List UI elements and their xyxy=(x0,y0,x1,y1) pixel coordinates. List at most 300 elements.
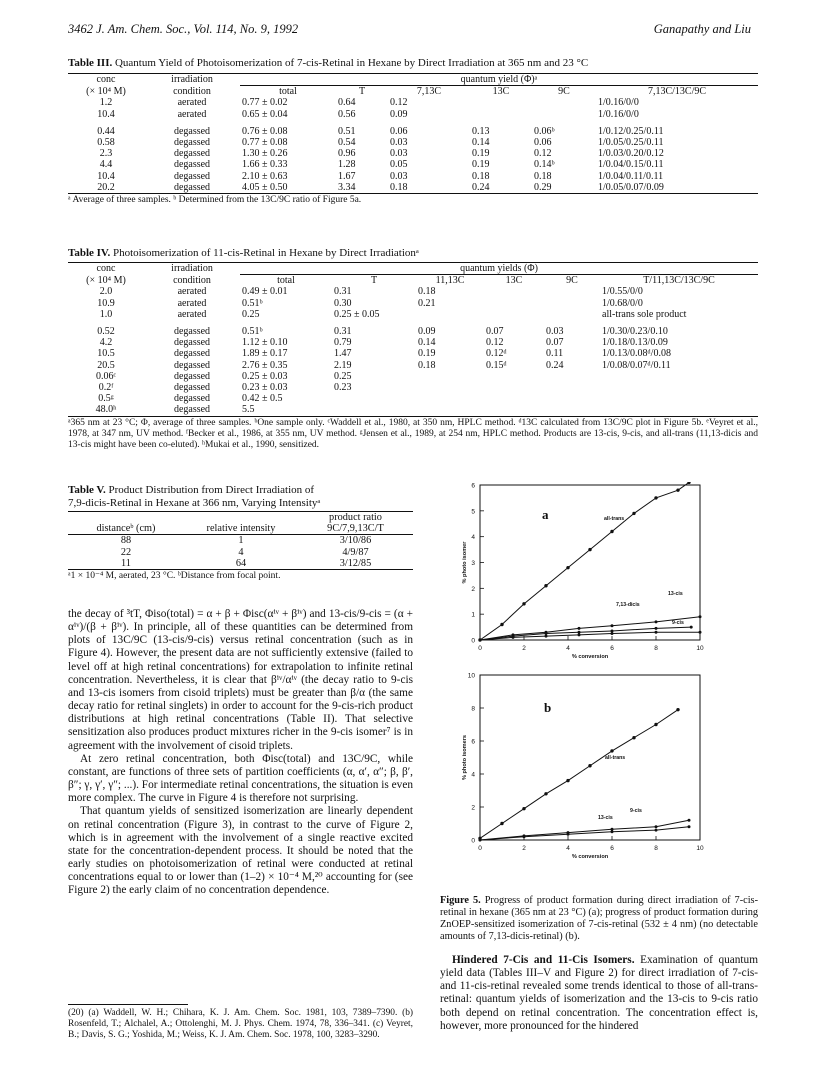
panel-letter: b xyxy=(544,700,552,715)
table3-cell: 0.06 xyxy=(534,137,552,149)
table3-cell: 0.06ᵇ xyxy=(534,125,555,137)
table4-cell: 1/0.13/0.08ᵈ/0.08 xyxy=(602,348,671,360)
x-tick-label: 10 xyxy=(696,845,704,852)
table3-cell: 1/0.12/0.25/0.11 xyxy=(598,125,664,137)
table4-cell: degassed xyxy=(173,370,211,382)
table4-cell: 2.19 xyxy=(334,359,352,371)
table4-cell: 0.42 ± 0.5 xyxy=(242,393,283,405)
table4-cell: 5.5 xyxy=(242,404,255,416)
table3-cell: 0.51 xyxy=(338,125,356,137)
table4-cell: 48.0ʰ xyxy=(95,404,117,416)
y-tick-label: 6 xyxy=(471,482,475,490)
data-point xyxy=(655,825,658,828)
table4-cell: 0.15ᵈ xyxy=(486,359,507,371)
y-tick-label: 1 xyxy=(471,611,475,619)
table4-cell: 10.5 xyxy=(97,348,115,360)
table4-cell: 1.89 ± 0.17 xyxy=(242,348,288,360)
table5-cell: 88 xyxy=(120,535,132,547)
data-point xyxy=(544,792,547,795)
table4-cell xyxy=(544,309,600,320)
y-tick-label: 6 xyxy=(471,738,475,746)
table5-row xyxy=(68,547,413,558)
table5-caption-line2: 7,9-dicis-Retinal in Hexane at 366 nm, Varying Intensityᵃ xyxy=(68,496,321,509)
table3-row xyxy=(68,159,758,170)
table4-cell: degassed xyxy=(173,393,211,405)
plot-frame xyxy=(480,675,700,840)
table4-cell: 0.11 xyxy=(546,348,564,360)
table5-caption-line1: Product Distribution from Direct Irradiation of xyxy=(108,484,315,496)
table4-cell: degassed xyxy=(173,326,211,338)
table3-cell: 0.56 xyxy=(338,108,356,120)
figure5-caption xyxy=(440,895,758,943)
table3-cell: 1.67 xyxy=(338,170,356,182)
table4-cell: 0.25 xyxy=(242,308,260,320)
table3-cell: 1/0.16/0/0 xyxy=(598,108,639,120)
table4-cell xyxy=(544,382,600,393)
y-tick-label: 3 xyxy=(471,560,475,567)
y-tick-label: 2 xyxy=(471,585,475,593)
y-tick-label: 0 xyxy=(471,637,475,645)
table4 xyxy=(68,262,758,451)
table4-head-irr: irradiation xyxy=(171,263,213,274)
y-tick-label: 4 xyxy=(471,534,475,542)
table3-cell: 1.66 ± 0.33 xyxy=(242,159,288,171)
y-tick-label: 8 xyxy=(471,705,475,713)
table4-label: Table IV. xyxy=(68,247,111,259)
table3-cell: 0.06 xyxy=(390,125,408,137)
data-point xyxy=(567,831,570,834)
table5-cell: 64 xyxy=(235,557,247,569)
table4-cell xyxy=(484,404,544,415)
table3-cell: 0.24 xyxy=(472,181,490,193)
table5-cell: 1 xyxy=(238,535,244,547)
table3-row xyxy=(68,148,758,159)
table4-cell xyxy=(544,371,600,382)
table4-cell: 10.9 xyxy=(97,297,115,309)
data-point xyxy=(512,636,515,639)
table4-cell: 0.24 xyxy=(546,359,564,371)
series-line xyxy=(480,482,689,640)
table3-cell: 0.44 xyxy=(97,125,115,137)
table3-col-9c: 9C xyxy=(532,86,596,98)
table3-row xyxy=(68,120,758,137)
table3-cell: degassed xyxy=(173,148,211,160)
table4-cell: 0.12ᵈ xyxy=(486,348,507,360)
table4-cell: 0.14 xyxy=(418,337,436,349)
figure5-panel-a xyxy=(462,482,704,660)
table4-head-qy: quantum yields (Φ) xyxy=(460,263,538,274)
table5-cell: 22 xyxy=(120,546,132,558)
table4-col-9c: 9C xyxy=(544,275,600,287)
figure5-caption-text: Progress of product formation during direct irradiation of 7-cis-retinal in hexane (365 nm at 23 °C) (a); progress of product formation during ZnOEP-sensitized isomerization of 7-cis-retinal (532 ± 4 nm) (no detectable amounts of 7,13-dicis-retinal) (b). xyxy=(440,895,758,942)
x-tick-label: 6 xyxy=(610,645,614,652)
table3-cell: degassed xyxy=(173,181,211,193)
table4-col-ratio: T/11,13C/13C/9C xyxy=(600,275,758,287)
table4-head-cond: condition xyxy=(173,274,211,286)
body-left-column xyxy=(68,608,413,897)
table3-cell: 0.19 xyxy=(472,159,490,171)
table4-cell: 4.2 xyxy=(99,337,113,349)
table3-cell: 0.77 ± 0.08 xyxy=(242,137,288,149)
table4-cell: 20.5 xyxy=(97,359,115,371)
table4-cell: 1/0.68/0/0 xyxy=(602,297,643,309)
data-point xyxy=(578,633,581,636)
table3-col-total: total xyxy=(240,86,336,98)
series-label: 13-cis xyxy=(598,815,613,821)
table3-cell: 0.12 xyxy=(390,97,408,109)
table4-cell: 0.2ᶠ xyxy=(98,382,114,394)
x-axis-label: % conversion xyxy=(571,854,609,860)
data-point xyxy=(611,629,614,632)
section-hindered xyxy=(440,954,758,1033)
running-header-right: Ganapathy and Liu xyxy=(653,22,751,36)
table4-row xyxy=(68,337,758,348)
table5-cell: 4/9/87 xyxy=(342,546,369,558)
table3-cell: 0.54 xyxy=(338,137,356,149)
table4-cell xyxy=(416,382,484,393)
table5-row xyxy=(68,558,413,569)
table4-cell: degassed xyxy=(173,359,211,371)
data-point xyxy=(655,627,658,630)
table4-caption xyxy=(68,247,758,259)
table3-cell: 0.76 ± 0.08 xyxy=(242,125,288,137)
table3-cell: 1/0.04/0.15/0.11 xyxy=(598,159,664,171)
table4-cell: 0.25 ± 0.03 xyxy=(242,370,288,382)
table4-cell: 0.51ᵇ xyxy=(242,297,263,309)
data-point xyxy=(611,624,614,627)
table4-cell xyxy=(484,371,544,382)
data-point xyxy=(500,822,503,825)
body-paragraph: At zero retinal concentration, both Φisc(total) and 13C/9C, while constant, are functions of three sets of partition coefficients (α, α′, α″; β, β′, β″; γ, γ′, γ″; ...). For intermediate retinal concentrations, the situation is even more complex. The curve in Figure 4 is therefore not surprising. xyxy=(68,752,413,805)
data-point xyxy=(522,807,525,810)
table3-row xyxy=(68,171,758,182)
table4-cell: degassed xyxy=(173,348,211,360)
section-heading: Hindered 7-Cis and 11-Cis Isomers. xyxy=(452,954,635,966)
table4-cell xyxy=(484,309,544,320)
table4-cell: 0.25 ± 0.05 xyxy=(334,308,380,320)
table4-cell: 2.76 ± 0.35 xyxy=(242,359,288,371)
data-point xyxy=(611,632,614,635)
table4-cell: aerated xyxy=(177,297,207,309)
table4-cell xyxy=(416,393,484,404)
data-point xyxy=(578,627,581,630)
table3-cell: 1/0.05/0.25/0.11 xyxy=(598,137,664,149)
data-point xyxy=(500,623,503,626)
table4-cell: 0.51ᵇ xyxy=(242,326,263,338)
body-paragraph: That quantum yields of sensitized isomerization are linearly dependent on retinal concentration (Figure 3), in contrast to the curve of Figure 2, which is in agreement with the involvement of a single reactive excited state for the concentration-dependent process. It should be noted that the early studies on photoisomerization of retinal were conducted at retinal concentrations equal to or lower than (1–2) × 10⁻⁴ M,²⁰ accounting for (see Figure 2) the early claim of no concentration dependence. xyxy=(68,805,413,897)
table4-cell: 1/0.18/0.13/0.09 xyxy=(602,337,668,349)
table4-cell xyxy=(416,371,484,382)
x-tick-label: 10 xyxy=(696,645,704,652)
table4-cell xyxy=(484,298,544,309)
table3-cell: 10.4 xyxy=(97,108,115,120)
x-tick-label: 2 xyxy=(522,645,526,652)
data-point xyxy=(655,620,658,623)
table5-label: Table V. xyxy=(68,484,106,496)
table3-cell: 0.14ᵇ xyxy=(534,159,555,171)
y-tick-label: 2 xyxy=(471,804,475,812)
references: (20) (a) Waddell, W. H.; Chihara, K. J. Am. Chem. Soc. 1981, 103, 7389–7390. (b) Rosenfeld, T.; Alchalel, A.; Ottolenghi, M. J. Phys. Chem. 1974, 78, 336–341. (c) Veyret, B.; Davis, S. G.; Yoshida, M.; Weiss, K. J. Am. Chem. Soc. 1978, 100, 3283–3290. xyxy=(68,1008,413,1040)
data-point xyxy=(545,635,548,638)
table3-cell: 1.30 ± 0.26 xyxy=(242,148,288,160)
table4-cell xyxy=(416,309,484,320)
table3-cell: 0.03 xyxy=(390,148,408,160)
table3-cell xyxy=(470,109,532,120)
table3-cell: 0.58 xyxy=(97,137,115,149)
table5-cell: 3/10/86 xyxy=(339,535,372,547)
table3-cell xyxy=(470,97,532,108)
table4-cell: 0.07 xyxy=(546,337,564,349)
table3-caption xyxy=(68,57,758,69)
table3-cell: 4.4 xyxy=(99,159,113,171)
table4-cell: 0.23 ± 0.03 xyxy=(242,382,288,394)
table3-label: Table III. xyxy=(68,57,113,69)
table4-cell xyxy=(600,404,758,415)
table3-cell: 0.03 xyxy=(390,170,408,182)
x-tick-label: 0 xyxy=(478,845,482,852)
table3-cell: 0.13 xyxy=(472,125,490,137)
table3-cell: aerated xyxy=(177,97,207,109)
table4-cell: 0.07 xyxy=(486,326,504,338)
table3-cell: 0.18 xyxy=(534,170,552,182)
table4-cell: 0.79 xyxy=(334,337,352,349)
series-label: all-trans xyxy=(605,755,626,761)
table4-head-conc: conc xyxy=(96,263,116,274)
table4-col-13c: 13C xyxy=(484,275,544,287)
table4-cell xyxy=(544,286,600,297)
table3-cell: 10.4 xyxy=(97,170,115,182)
table3-row xyxy=(68,97,758,108)
table4-cell: 0.5ᵍ xyxy=(98,393,114,405)
data-point xyxy=(611,828,614,831)
table4-col-total: total xyxy=(240,275,332,287)
data-point xyxy=(588,764,591,767)
table4-cell: degassed xyxy=(173,382,211,394)
data-point xyxy=(544,584,547,587)
table4-cell xyxy=(600,382,758,393)
figure5-caption-label: Figure 5. xyxy=(440,895,481,906)
table3-head-conc-unit: (× 10⁴ M) xyxy=(86,85,126,97)
table3-row xyxy=(68,137,758,148)
table3-cell: 0.65 ± 0.04 xyxy=(242,108,288,120)
table3-cell: 0.19 xyxy=(472,148,490,160)
table3-cell: 0.96 xyxy=(338,148,356,160)
table4-cell xyxy=(600,393,758,404)
data-point xyxy=(578,631,581,634)
table4-cell: 0.25 xyxy=(334,370,352,382)
figure5 xyxy=(440,482,758,882)
table3-head-qy: quantum yield (Φ)ᵃ xyxy=(460,74,538,85)
table4-row xyxy=(68,298,758,309)
table4-cell xyxy=(332,404,416,415)
y-tick-label: 4 xyxy=(471,771,475,779)
table4-cell: aerated xyxy=(177,286,207,298)
section-text: Examination of quantum yield data (Tables III–V and Figure 2) for direct irradiation of 7-cis- and 11-cis-retinal revealed some trends identical to those of all-trans-retinal: quantum yields of isomerization and the 13-cis to 9-cis ratio both depend on retinal concentration. The concentration effect is, however, more pronounced for the hindered xyxy=(440,954,758,1032)
series-label: 13-cis xyxy=(668,591,683,597)
table3-cell: 20.2 xyxy=(97,181,115,193)
table4-cell: 1.0 xyxy=(99,308,113,320)
table5-cell: 3/12/85 xyxy=(339,557,372,569)
table3-cell: 0.18 xyxy=(390,181,408,193)
table4-cell: 0.12 xyxy=(486,337,504,349)
table4-cell: 1.12 ± 0.10 xyxy=(242,337,288,349)
running-header-left: 3462 J. Am. Chem. Soc., Vol. 114, No. 9, 1992 xyxy=(68,22,299,36)
data-point xyxy=(610,749,613,752)
series-label: 7,13-dicis xyxy=(616,602,640,608)
y-axis-label: % photo isomer xyxy=(462,541,468,584)
data-point xyxy=(676,488,679,491)
table3-cell: 3.34 xyxy=(338,181,356,193)
table3-row xyxy=(68,109,758,120)
table4-cell xyxy=(484,382,544,393)
table4-cell xyxy=(544,393,600,404)
table3-cell xyxy=(532,97,596,108)
x-axis-label: % conversion xyxy=(571,654,609,660)
table3-cell: 0.09 xyxy=(390,108,408,120)
data-point xyxy=(522,602,525,605)
table4-cell: 0.09 xyxy=(418,326,436,338)
table4-head-conc-unit: (× 10⁴ M) xyxy=(86,274,126,286)
table4-row xyxy=(68,286,758,297)
table4-cell xyxy=(484,393,544,404)
data-point xyxy=(654,496,657,499)
series-label: 9-cis xyxy=(630,808,642,814)
table5-footnote: ᵃ1 × 10⁻⁴ M, aerated, 23 °C. ᵇDistance from focal point. xyxy=(68,571,281,582)
table4-cell: 1/0.08/0.07ᵈ/0.11 xyxy=(602,359,671,371)
table4-cell: aerated xyxy=(177,308,207,320)
table5-head-dist: distanceᵇ (cm) xyxy=(96,523,156,535)
table3-cell: 1.28 xyxy=(338,159,356,171)
table5-head-ratio1: product ratio xyxy=(329,512,382,523)
table5-row xyxy=(68,535,413,547)
series-label: all-trans xyxy=(604,516,625,522)
table4-col-1113c: 11,13C xyxy=(416,275,484,287)
data-point xyxy=(479,839,482,842)
data-point xyxy=(688,825,691,828)
data-point xyxy=(566,779,569,782)
table3-cell: 2.3 xyxy=(99,148,113,160)
table4-cell: 0.18 xyxy=(418,286,436,298)
data-point xyxy=(655,829,658,832)
table4-cell: 0.52 xyxy=(97,326,115,338)
table5-head-ratio2: 9C/7,9,13C/T xyxy=(327,523,384,535)
table3-head-conc: conc xyxy=(96,74,116,85)
table3-cell: degassed xyxy=(173,170,211,182)
table4-footnote: ᵃ365 nm at 23 °C; Φ, average of three samples. ᵇOne sample only. ᶜWaddell et al., 1980, at 350 nm, HPLC method. ᵈ13C calculated from 13C/9C plot in Figure 5b. ᵉVeyret et al., 1978, at 347 nm, UV method. ᶠBecker et al., 1986, at 355 nm, UV method. ᵍJensen et al., 1989, at 254 nm, HPLC method. Products are 13-cis, 9-cis, and all-trans (11,13-dicis and 13-cis might have been co-eluted). ʰMukai et al., 1990, sensitized. xyxy=(68,417,758,450)
panel-letter: a xyxy=(542,507,549,522)
x-tick-label: 0 xyxy=(478,645,482,652)
table4-cell xyxy=(600,371,758,382)
footnote-rule xyxy=(68,1004,188,1005)
x-tick-label: 4 xyxy=(566,645,570,652)
table5-caption xyxy=(68,484,413,509)
table5 xyxy=(68,511,413,582)
table4-col-t: T xyxy=(332,275,416,287)
table4-cell xyxy=(544,298,600,309)
plot-frame xyxy=(480,485,700,640)
data-point xyxy=(610,530,613,533)
table3-footnote: ᵃ Average of three samples. ᵇ Determined from the 13C/9C ratio of Figure 5a. xyxy=(68,195,362,206)
table3-cell: 0.29 xyxy=(534,181,552,193)
table3-cell: 1/0.04/0.11/0.11 xyxy=(598,170,664,182)
table4-cell xyxy=(332,393,416,404)
y-axis-label: % photo isomers xyxy=(462,734,468,781)
data-point xyxy=(655,631,658,634)
data-point xyxy=(676,708,679,711)
x-tick-label: 6 xyxy=(610,845,614,852)
table4-cell: 0.31 xyxy=(334,326,352,338)
table3-cell: 0.77 ± 0.02 xyxy=(242,97,288,109)
table4-cell xyxy=(416,404,484,415)
table4-cell: 1/0.55/0/0 xyxy=(602,286,643,298)
table3-cell: degassed xyxy=(173,137,211,149)
y-tick-label: 10 xyxy=(467,672,475,680)
table4-cell: 1/0.30/0.23/0.10 xyxy=(602,326,668,338)
data-point xyxy=(688,819,691,822)
table4-row xyxy=(68,393,758,404)
table3-cell: 0.64 xyxy=(338,97,356,109)
table5-head-int: relative intensity xyxy=(206,523,276,535)
table3-cell: 1/0.05/0.07/0.09 xyxy=(598,181,664,193)
table3-row xyxy=(68,182,758,193)
table3-col-t: T xyxy=(336,86,388,98)
series-line xyxy=(480,827,689,840)
table4-cell: 0.31 xyxy=(334,286,352,298)
table4-cell: 0.03 xyxy=(546,326,564,338)
table3-cell: 4.05 ± 0.50 xyxy=(242,181,288,193)
table3-col-713c: 7,13C xyxy=(388,86,470,98)
table3-cell: 0.05 xyxy=(390,159,408,171)
x-tick-label: 8 xyxy=(654,645,658,652)
data-point xyxy=(699,631,702,634)
table4-cell: 0.21 xyxy=(418,297,436,309)
table4-cell: degassed xyxy=(173,337,211,349)
y-tick-label: 0 xyxy=(471,837,475,845)
table4-row xyxy=(68,309,758,320)
figure5-panel-b xyxy=(462,673,704,861)
data-point xyxy=(632,512,635,515)
table4-cell: 1.47 xyxy=(334,348,352,360)
table4-cell: 0.30 xyxy=(334,297,352,309)
data-point xyxy=(545,632,548,635)
table4-cell: 0.19 xyxy=(418,348,436,360)
x-tick-label: 4 xyxy=(566,845,570,852)
table3-col-ratio: 7,13C/13C/9C xyxy=(596,86,758,98)
table4-cell: 0.23 xyxy=(334,382,352,394)
table3 xyxy=(68,73,758,206)
data-point xyxy=(632,736,635,739)
table3-head-cond: condition xyxy=(173,85,211,97)
data-point xyxy=(690,626,693,629)
table4-row xyxy=(68,371,758,382)
table3-cell: 0.12 xyxy=(534,148,552,160)
x-tick-label: 8 xyxy=(654,845,658,852)
table4-row xyxy=(68,382,758,393)
data-point xyxy=(654,723,657,726)
table3-head-irr: irradiation xyxy=(171,74,213,85)
table4-cell: 0.49 ± 0.01 xyxy=(242,286,288,298)
table3-caption-text: Quantum Yield of Photoisomerization of 7-cis-Retinal in Hexane by Direct Irradiation at 365 nm and 23 °C xyxy=(114,57,589,69)
table3-cell: 1/0.03/0.20/0.12 xyxy=(598,148,664,160)
table3-cell: degassed xyxy=(173,125,211,137)
table4-row xyxy=(68,348,758,359)
table3-cell: 0.14 xyxy=(472,137,490,149)
body-paragraph: the decay of ³tT, Φiso(total) = α + β + Φisc(αⁱᵛ + βⁱᵛ) and 13-cis/9-cis = (α + αⁱᵛ)/(β + βⁱᵛ). In principle, all of these quantities can be determined from plots of 13C/9C (13-cis/9-cis) versus retinal concentration (such as in Figure 4). However, the present data are not sufficiently extensive (failed to level off at high retinal concentrations) for extrapolation to infinite retinal concentration. Nevertheless, it is clear that βⁱᵛ/αⁱᵛ (the decay ratio to 9-cis and 13-cis isomers from cisoid triplets) must be greater than β/α (the same decay ratio for retinal singlets) in order to account for the 9-cis-rich product distributions at high retinal concentrations (Table II). That selective sensitization also produces product mixtures richer in the 9-cis isomer⁷ is in agreement with the involvement of cisoid triplets. xyxy=(68,608,413,752)
y-tick-label: 5 xyxy=(471,508,475,516)
table4-cell: degassed xyxy=(173,404,211,416)
table4-cell: 2.0 xyxy=(99,286,113,298)
data-point xyxy=(523,834,526,837)
